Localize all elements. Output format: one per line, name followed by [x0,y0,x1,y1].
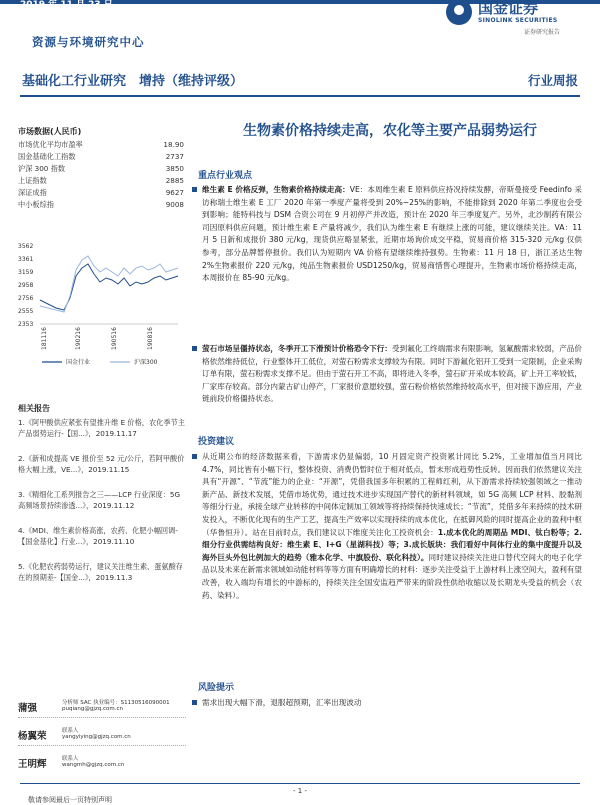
market-row: 上证指数 2885 [18,176,184,185]
report-link[interactable]: 4.《MDI、维生素价格高涨，农药、化肥小幅回调-【国金基化】行业...》，2019.11.10 [18,526,178,546]
x-tick: 181116 [41,327,48,350]
analyst-email[interactable]: yangyiying@gjzq.com.cn [62,734,131,740]
bullet-icon [192,187,197,192]
section-risk: 风险提示 [198,683,235,693]
section-investment: 投资建议 [198,437,235,447]
research-center: 资源与环境研究中心 [32,35,145,49]
paragraph-fluorite: 萤石市场呈僵持状态，冬季开工下滑预计价格恐令下行：受到氟化工终端需求有限影响，氢氟酸需求较弱，产品价格依然维持低位，行业整体开工低位，对萤石粉需求支撑较为有限。同时下游氟化铝开工受到一定限制，企业采购订单有限，萤石粉需求支撑不足。但由于萤石开工不高，即将进入冬季，萤石矿开采成本较高，矿上开工率较低，厂家库存较高。部分内蒙古矿山停产，厂家报价意愿较强，萤石粉价格依然维持较高水平，但对接下游应用，产业链前段价格僵持状态。 [202,343,582,406]
paragraph-risk: 需求出现大幅下滑，退服超预期，汇率出现波动 [202,697,582,710]
company-logo [446,0,596,37]
paragraph-vitamin: 维生素 E 价格反弹，生物素价格持续走高：VE：本周维生素 E 原料供应持况持续发酵，帝斯曼接受 Feedinfo 采访称瑞士维生素 E 工厂 2020 年第一季度产量将受到 20%~25%的影响，不能排除到 2020 年第二季度也会受到影响；能特科技与 DSM 合资公司在 9 月初停产并改造，预计在 2020 年三季度复产。另外，北沙制药有限公司因原料供应问题，预计维生素 E 产量将减少，我们认为维生素 E 有继续上涨的可能，建议继续关注。VA：11 月 5 日新和成报价 380 元/kg，现货供应略显紧张，近期市场询价成交平稳，贸易商价格 315-320 元/kg 仅供参考，部分品牌暂停报价。我们认为短期内 VA 价格有望继续维持强势。生物素：11 月 18 日，浙江圣达生物 2%生物素报价 220 元/kg，纯品生物素报价 USD1250/kg，贸易商惜售心理提升，生物素市场价格持续走高，本周报价在 85-90 元/kg。 [202,184,582,285]
market-row: 市场优化平均市盈率 18.90 [18,140,184,149]
y-tick: 2555 [18,308,34,315]
logo-cn: 国金证券 [478,0,539,17]
market-row: 国金基础化工指数 2737 [18,152,184,161]
report-link[interactable]: 2.《新和成提高 VE 报价至 52 元/公斤，若阿甲酸价格大幅上涨，VE...》，2019.11.15 [18,454,185,474]
logo-sub: 证券研究报告 [524,29,561,36]
paragraph-investment: 从近期公布的经济数据来看，下游需求仍显偏弱，10 月固定资产投资累计同比 5.2%，工业增加值当月同比 4.7%，同比皆有小幅下行，整体投资、消费仍暂时位于相对低点，暂未形成趋势性反转。因而我们依然建议关注具有“开源”、“节流”能力的企业：“开源”，凭借我国多年积累的工程师红利，从下游需求持续较强领域之一推动新产品、新技术发展，凭借市场优势，通过技术进步实现国产替代的新材料领域，如 5G 高频 LCP 材料、胶黏剂等细分行业，承接全球产业转移的中间体定制加工领域等将持续保持快速成长；“节流”，凭借多年来持续的技术研发投入，不断优化现有的生产工艺，提高生产效率以实现持续的成本优化，在抵御风险的同时提高企业的盈利中枢（华鲁恒升）。站在目前时点，我们建议以下维度关注化工投资机会：1.成本优化的周期品 MDI、钛白粉等；2.细分行业供需结构良好：维生素 E、I+G（星湖科技）等；3.成长版块：我们看好中间体行业的集中度提升以及海外巨头外包比例加大的趋势（雅本化学、中旗股份、联化科技）。同时建议持续关注进口替代空间大的电子化学品以及未来在新需求领域如动能材料等等方面有明确增长的材料：逐步关注受益于上游材料上涨空间大，盈利有望改善，收入端均有增长的中游标的，持续关注全国安监趋严带来的阶段性供给收缩以及长期龙头受益的机会（农药、染料）。 [202,451,582,602]
market-data-table [18,140,186,216]
logo-mark-icon [446,0,472,25]
report-date: 2019 年 11 月 23 日 [20,0,113,10]
series-industry [40,264,178,310]
analyst-email[interactable]: puqiang@gjzq.com.cn [62,706,123,712]
related-reports-title: 相关报告 [18,404,50,413]
y-tick: 3361 [18,256,34,263]
index-chart-svg [18,238,186,368]
y-tick: 3562 [18,243,34,250]
x-tick: 190516 [111,327,118,350]
footer-divider [20,783,580,784]
legend-hs300: 沪深300 [134,359,158,366]
bullet-icon [192,700,197,705]
page-number: - 1 - [293,787,307,795]
index-chart [18,238,186,368]
y-tick: 2756 [18,295,34,302]
main-title: 生物素价格持续走高，农化等主要产品弱势运行 [243,123,537,139]
series-hs300 [40,256,178,312]
bullet-icon [192,346,197,351]
analyst-list: 蒲强 分析师 SAC 执业编号：S1130516090001 puqiang@gjzq.com.cn 杨翼荣 联系人 yangyiying@gjzq.com.cn 王明辉 联系人 wangmh@gjzq.com.cn [18,700,186,780]
header-title: 基础化工行业研究 增持（维持评级） [22,74,244,89]
x-tick: 190816 [147,327,154,350]
market-row: 中小板综指 9008 [18,200,184,209]
market-data-title: 市场数据(人民币) [18,127,82,136]
report-link[interactable]: 5.《化肥农药弱势运行，建议关注维生素、蛋氨酸存在的预期差-【国金...》，2019.11.3 [18,562,183,582]
report-link[interactable]: 3.《精细化工系列报告之三——LCP 行业深度：5G 高频场景持续渗透...》，2019.11.12 [18,490,181,510]
header-divider [20,95,580,97]
footer-note: 敬请参阅最后一页特别声明 [28,796,112,804]
related-reports-list [18,417,186,602]
analyst-email[interactable]: wangmh@gjzq.com.cn [62,762,125,768]
legend-industry: 国金行业 [66,359,91,366]
logo-en: SINOLINK SECURITIES [478,17,558,24]
bullet-icon [192,454,197,459]
x-tick: 190216 [75,327,82,350]
market-row: 深证成指 9627 [18,188,184,197]
y-tick: 2958 [18,282,34,289]
report-link[interactable]: 1.《阿甲酸供应紧张有望推升维 E 价格，农化季节主产品弱势运行-【国...》，2019.11.17 [18,418,185,438]
y-tick: 3159 [18,269,34,276]
report-type: 行业周报 [527,73,578,88]
y-tick: 2353 [18,321,34,328]
section-key-views: 重点行业观点 [198,171,253,181]
market-row: 沪深 300 指数 3850 [18,164,184,173]
